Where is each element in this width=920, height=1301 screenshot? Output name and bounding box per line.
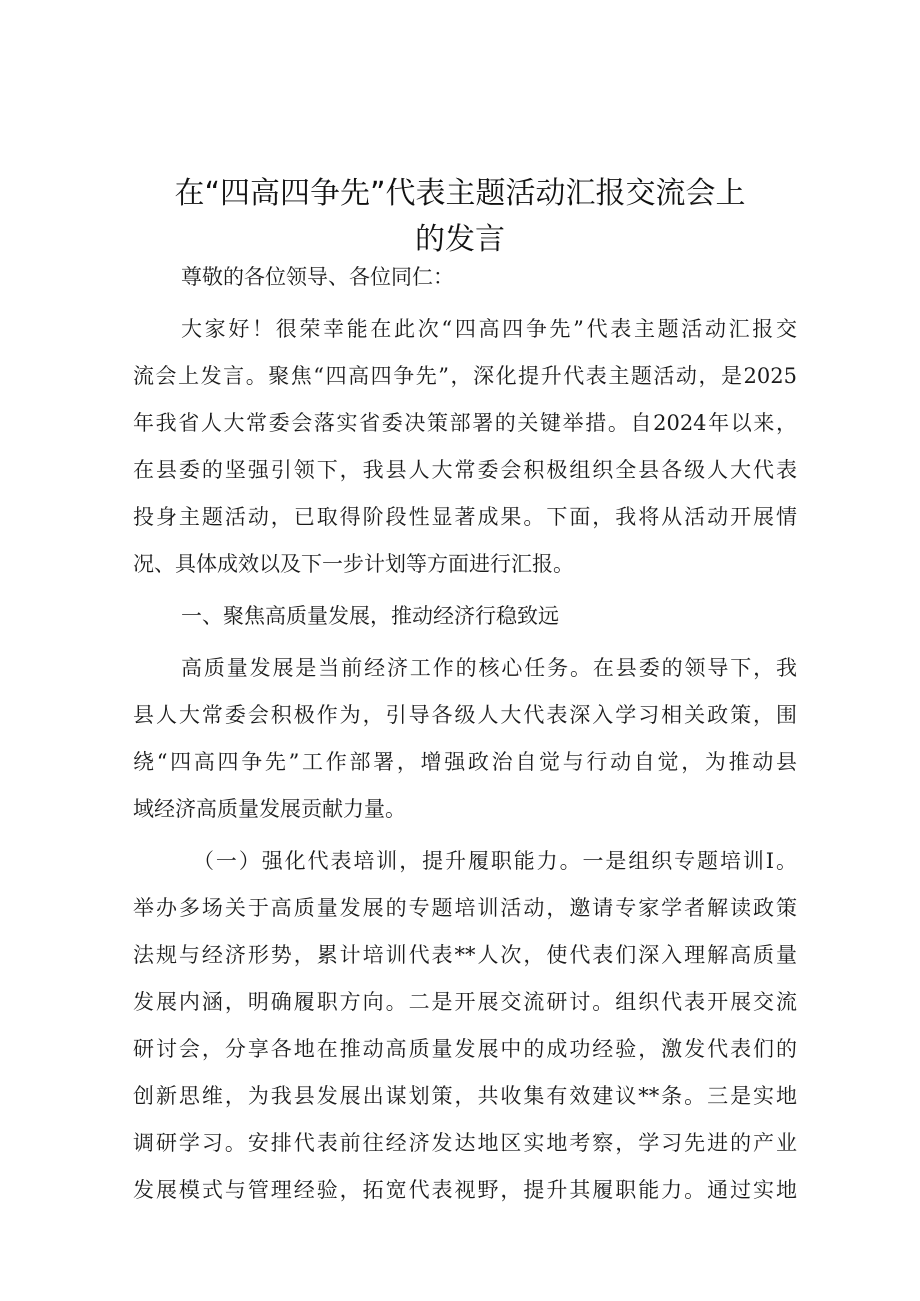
subsection1-line: 发展模式与管理经验，拓宽代表视野，提升其履职能力。通过实地 (133, 1178, 797, 1202)
subsection1-line: （一）强化代表培训，提升履职能力。一是组织专题培训I。 (193, 849, 797, 873)
intro-line: 年我省人大常委会落实省委决策部署的关键举措。自2024年以来， (133, 411, 797, 435)
document-title-line-2: 的发言 (415, 222, 505, 257)
document-title-line-1: 在“四高四争先”代表主题活动汇报交流会上 (174, 176, 746, 211)
intro-line: 投身主题活动，已取得阶段性显著成果。下面，我将从活动开展情 (133, 505, 797, 529)
intro-line: 流会上发言。聚焦“四高四争先”，深化提升代表主题活动，是2025 (133, 364, 797, 388)
section1-line: 域经济高质量发展贡献力量。 (133, 797, 406, 821)
intro-line: 大家好！很荣幸能在此次“四高四争先”代表主题活动汇报交 (181, 317, 797, 341)
subsection1-line: 研讨会，分享各地在推动高质量发展中的成功经验，激发代表们的 (133, 1037, 797, 1061)
intro-line: 况、具体成效以及下一步计划等方面进行汇报。 (133, 552, 574, 576)
subsection1-line: 法规与经济形势，累计培训代表**人次，使代表们深入理解高质量 (133, 943, 797, 967)
subsection1-line: 举办多场关于高质量发展的专题培训活动，邀请专家学者解读政策 (133, 896, 797, 920)
subsection1-line: 调研学习。安排代表前往经济发达地区实地考察，学习先进的产业 (133, 1131, 797, 1155)
salutation: 尊敬的各位领导、各位同仁： (181, 265, 454, 289)
section1-line: 高质量发展是当前经济工作的核心任务。在县委的领导下，我 (181, 656, 797, 680)
subsection1-line: 创新思维，为我县发展出谋划策，共收集有效建议**条。三是实地 (133, 1084, 797, 1108)
section-heading: 一、聚焦高质量发展，推动经济行稳致远 (181, 604, 559, 628)
section1-line: 绕“四高四争先”工作部署，增强政治自觉与行动自觉，为推动县 (133, 750, 797, 774)
section1-line: 县人大常委会积极作为，引导各级人大代表深入学习相关政策，围 (133, 703, 797, 727)
subsection1-line: 发展内涵，明确履职方向。二是开展交流研讨。组织代表开展交流 (133, 990, 797, 1014)
intro-line: 在县委的坚强引领下，我县人大常委会积极组织全县各级人大代表 (133, 458, 797, 482)
